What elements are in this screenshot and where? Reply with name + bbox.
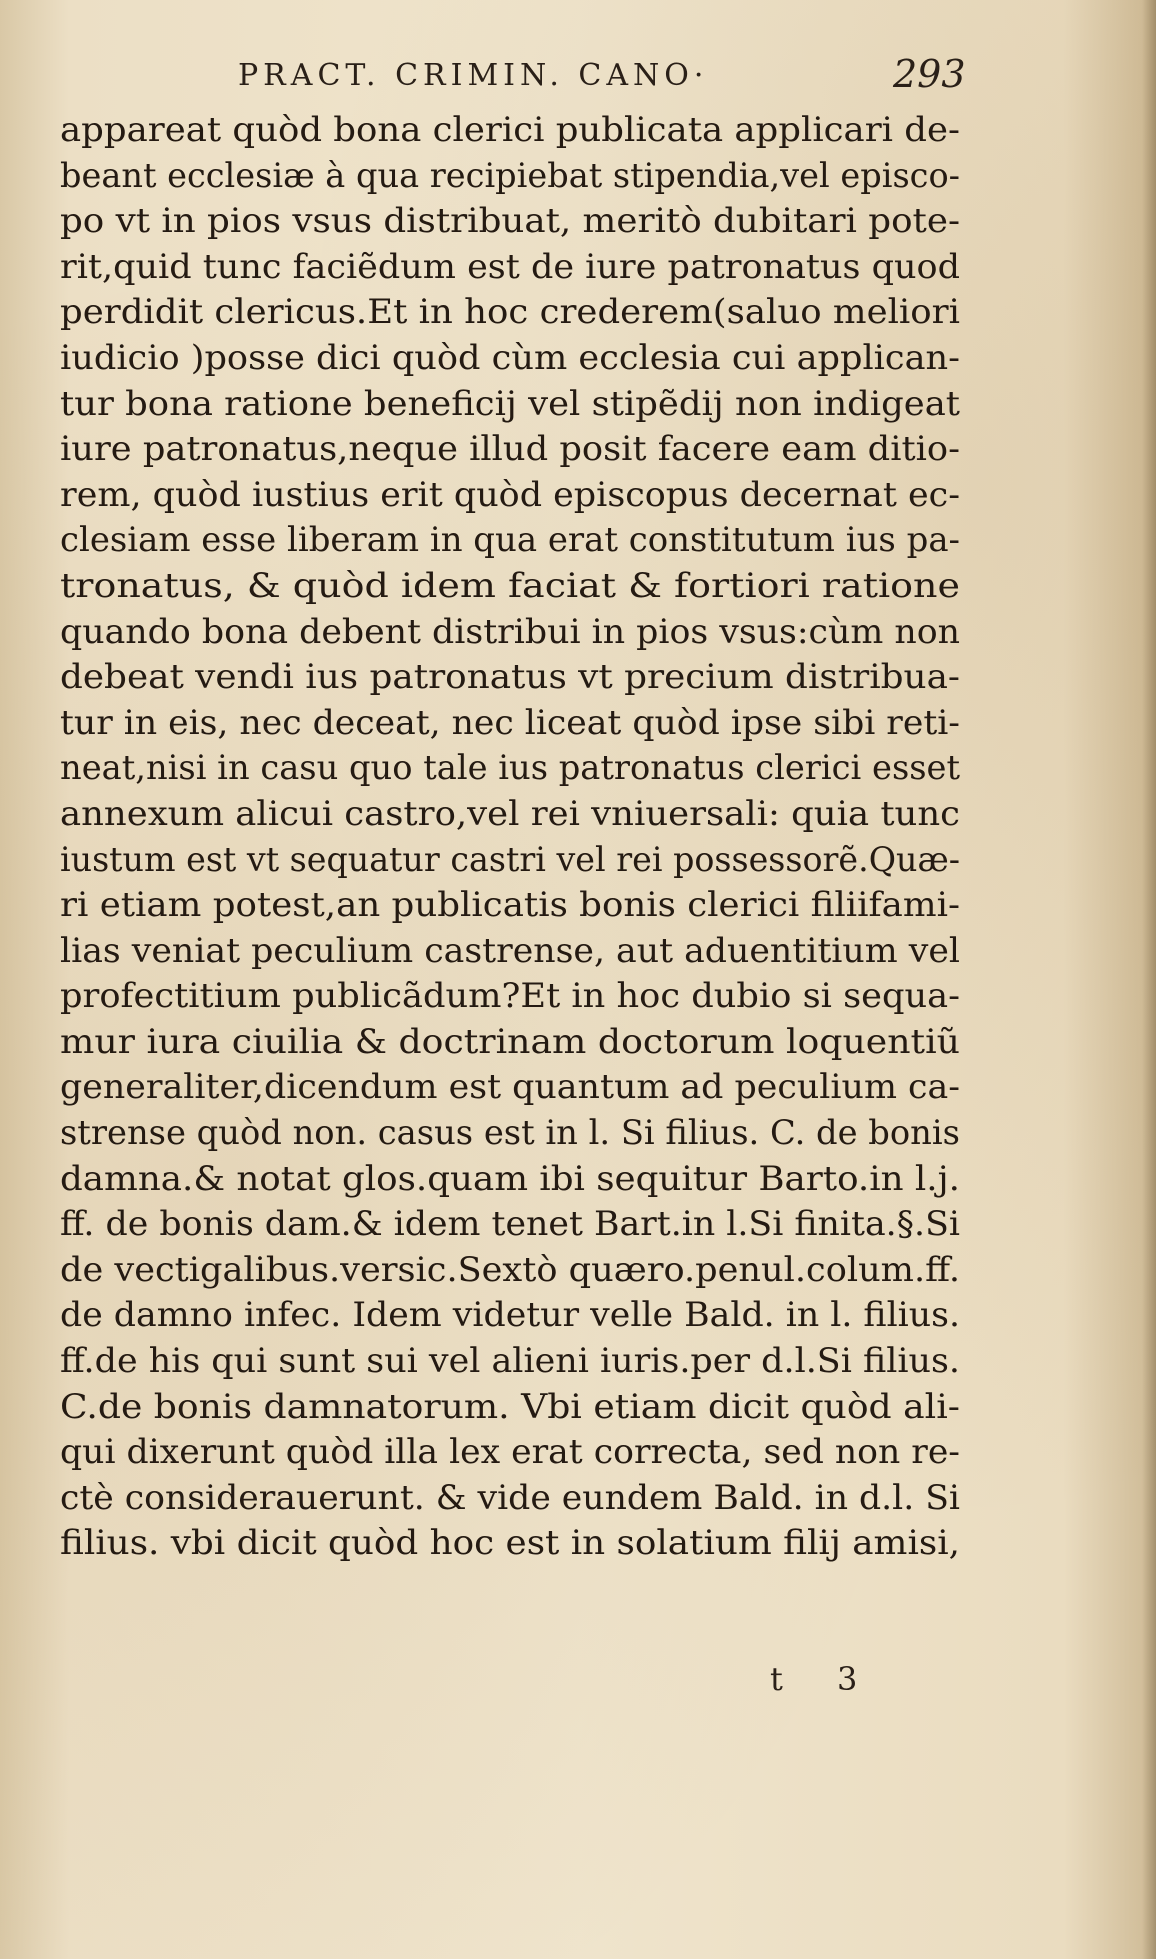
text-line: ff. de bonis dam.& idem tenet Bart.in l.Si finita.§.Si [60,1204,960,1245]
text-line: appareat quòd bona clerici publicata applicari de- [60,110,960,150]
text-line: mur iura ciuilia & doctrinam doctorum loquentiũ [60,1021,960,1062]
text-line: qui dixerunt quòd illa lex erat correcta, sed non re- [60,1432,960,1473]
text-line: quando bona debent distribui in pios vsus:cùm non [60,611,960,652]
text-line: tur in eis, nec deceat, nec liceat quòd ipse sibi reti- [60,702,961,743]
text-line: po vt in pios vsus distribuat, meritò dubitari pote- [60,201,960,242]
page-number: 293 [893,52,966,96]
text-line: lias veniat peculium castrense, aut aduentitium vel [60,930,961,971]
text-line: perdidit clericus.Et in hoc crederem(saluo meliori [60,292,960,333]
text-line: debeat vendi ius patronatus vt precium distribua- [60,657,960,698]
body-text [60,108,960,1567]
text-line: iustum est vt sequatur castri vel rei possessorẽ.Quæ- [60,839,960,880]
text-line: rem, quòd iustius erit quòd episcopus decernat ec- [60,474,960,515]
running-head: PRACT. CRIMIN. CANO· [238,58,709,93]
text-line: filius. vbi dicit quòd hoc est in solatium filij amisi, [60,1523,960,1564]
text-line: C.de bonis damnatorum. Vbi etiam dicit quòd ali- [60,1386,960,1427]
text-line: generaliter,dicendum est quantum ad peculium ca- [60,1067,960,1108]
page-edge-shadow [1142,0,1156,1959]
text-line: ff.de his qui sunt sui vel alieni iuris.per d.l.Si filius. [60,1341,960,1382]
text-line: clesiam esse liberam in qua erat constitutum ius pa- [60,520,960,561]
text-line: neat,nisi in casu quo tale ius patronatus clerici esset [60,748,960,789]
text-line: ctè considerauerunt. & vide eundem Bald. in d.l. Si [60,1477,961,1518]
text-line: beant ecclesiæ à qua recipiebat stipendia,vel episco- [60,155,960,196]
text-line: profectitium publicãdum?Et in hoc dubio si sequa- [60,976,960,1017]
text-line: ri etiam potest,an publicatis bonis clerici filiifami- [60,885,960,926]
text-line: de damno infec. Idem videtur velle Bald. in l. filius. [60,1295,960,1336]
text-line: annexum alicui castro,vel rei vniuersali: quia tunc [60,793,960,834]
text-line: de vectigalibus.versic.Sextò quæro.penul.colum.ff. [60,1249,960,1290]
text-line: damna.& notat glos.quam ibi sequitur Barto.in l.j. [60,1158,960,1199]
signature-mark: t 3 [770,1660,880,1698]
text-line: rit,quid tunc faciẽdum est de iure patronatus quod [60,246,960,287]
text-line: tronatus, & quòd idem faciat & fortiori ratione [60,565,960,606]
text-line: tur bona ratione beneficij vel stipẽdij non indigeat [60,383,960,424]
text-line: iudicio )posse dici quòd cùm ecclesia cui applican- [60,337,960,378]
text-line: iure patronatus,neque illud posit facere eam ditio- [60,429,961,470]
text-line: strense quòd non. casus est in l. Si filius. C. de bonis [60,1113,960,1154]
